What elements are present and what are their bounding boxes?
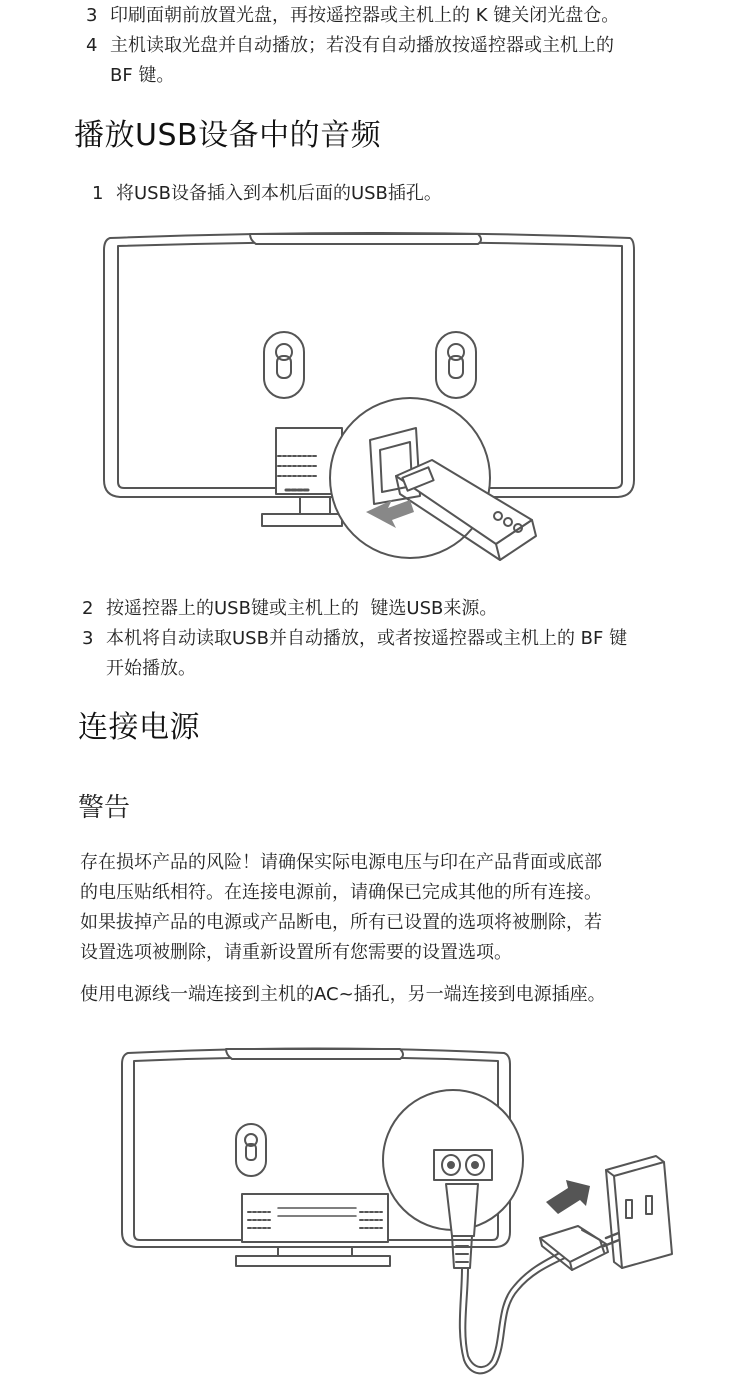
warning-line: 如果拔掉产品的电源或产品断电，所有已设置的选项将被删除，若 bbox=[80, 912, 602, 933]
power-instruction: 使用电源线一端连接到主机的AC~插孔，另一端连接到电源插座。 bbox=[80, 984, 606, 1005]
step-text-continued: 开始播放。 bbox=[106, 658, 196, 679]
step-text: 将USB设备插入到本机后面的USB插孔。 bbox=[116, 183, 442, 204]
step-number: 2 bbox=[82, 598, 94, 619]
step-number: 4 bbox=[86, 35, 98, 56]
usb-section-title: 播放USB设备中的音频 bbox=[74, 118, 382, 153]
step-text: 本机将自动读取USB并自动播放，或者按遥控器或主机上的 BF 键 bbox=[106, 628, 628, 649]
power-section-title: 连接电源 bbox=[78, 710, 200, 745]
step-text-continued: BF 键。 bbox=[110, 65, 175, 86]
warning-line: 的电压贴纸相符。在连接电源前，请确保已完成其他的所有连接。 bbox=[80, 882, 602, 903]
step-text: 主机读取光盘并自动播放；若没有自动播放按遥控器或主机上的 bbox=[110, 35, 614, 56]
warning-line: 设置选项被删除，请重新设置所有您需要的设置选项。 bbox=[80, 942, 512, 963]
warning-line: 存在损坏产品的风险！请确保实际电源电压与印在产品背面或底部 bbox=[80, 852, 602, 873]
step-number: 1 bbox=[92, 183, 104, 204]
step-text: 印刷面朝前放置光盘，再按遥控器或主机上的 K 键关闭光盘仓。 bbox=[110, 5, 620, 26]
warning-title: 警告 bbox=[78, 793, 131, 823]
step-number: 3 bbox=[82, 628, 94, 649]
step-text: 按遥控器上的USB键或主机上的 键选USB来源。 bbox=[106, 598, 498, 619]
step-number: 3 bbox=[86, 5, 98, 26]
